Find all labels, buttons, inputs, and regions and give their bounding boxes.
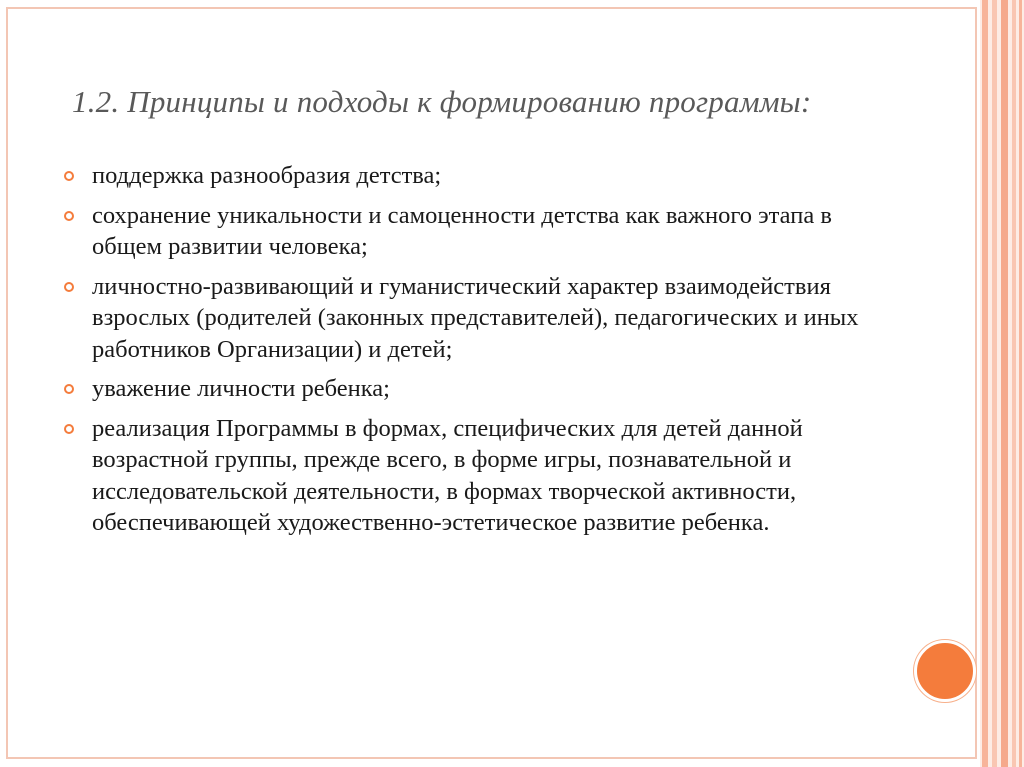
hollow-circle-bullet-icon [64, 211, 74, 221]
list-item-text: реализация Программы в формах, специфических для детей данной возрастной группы, прежде всего, в форме игры, познавательной и исследовательской деятельности, в формах творческой активности, обеспечивающей художественно-эстетическое развитие ребенка. [92, 414, 803, 536]
list-item-text: сохранение уникальности и самоценности детства как важного этапа в общем развитии человека; [92, 201, 832, 260]
list-item-text: личностно-развивающий и гуманистический характер взаимодействия взрослых (родителей (законных представителей), педагогических и иных работников Организации) и детей; [92, 272, 859, 363]
list-item [62, 271, 902, 366]
orange-circle-decoration [914, 640, 976, 702]
bullet-list [62, 160, 902, 547]
list-item [62, 413, 902, 539]
decorative-stripe [1001, 0, 1008, 767]
list-item-text: поддержка разнообразия детства; [92, 162, 442, 189]
hollow-circle-bullet-icon [64, 282, 74, 292]
slide-title: 1.2. Принципы и подходы к формированию программы: [72, 84, 812, 119]
hollow-circle-bullet-icon [64, 171, 74, 181]
list-item [62, 160, 902, 192]
list-item [62, 373, 902, 405]
decorative-stripe [982, 0, 988, 767]
hollow-circle-bullet-icon [64, 384, 74, 394]
decorative-stripe [1019, 0, 1022, 767]
list-item-text: уважение личности ребенка; [92, 375, 390, 402]
hollow-circle-bullet-icon [64, 424, 74, 434]
decorative-stripe [1012, 0, 1016, 767]
list-item [62, 200, 902, 263]
decorative-stripe-band [980, 0, 1024, 767]
decorative-stripe [992, 0, 997, 767]
